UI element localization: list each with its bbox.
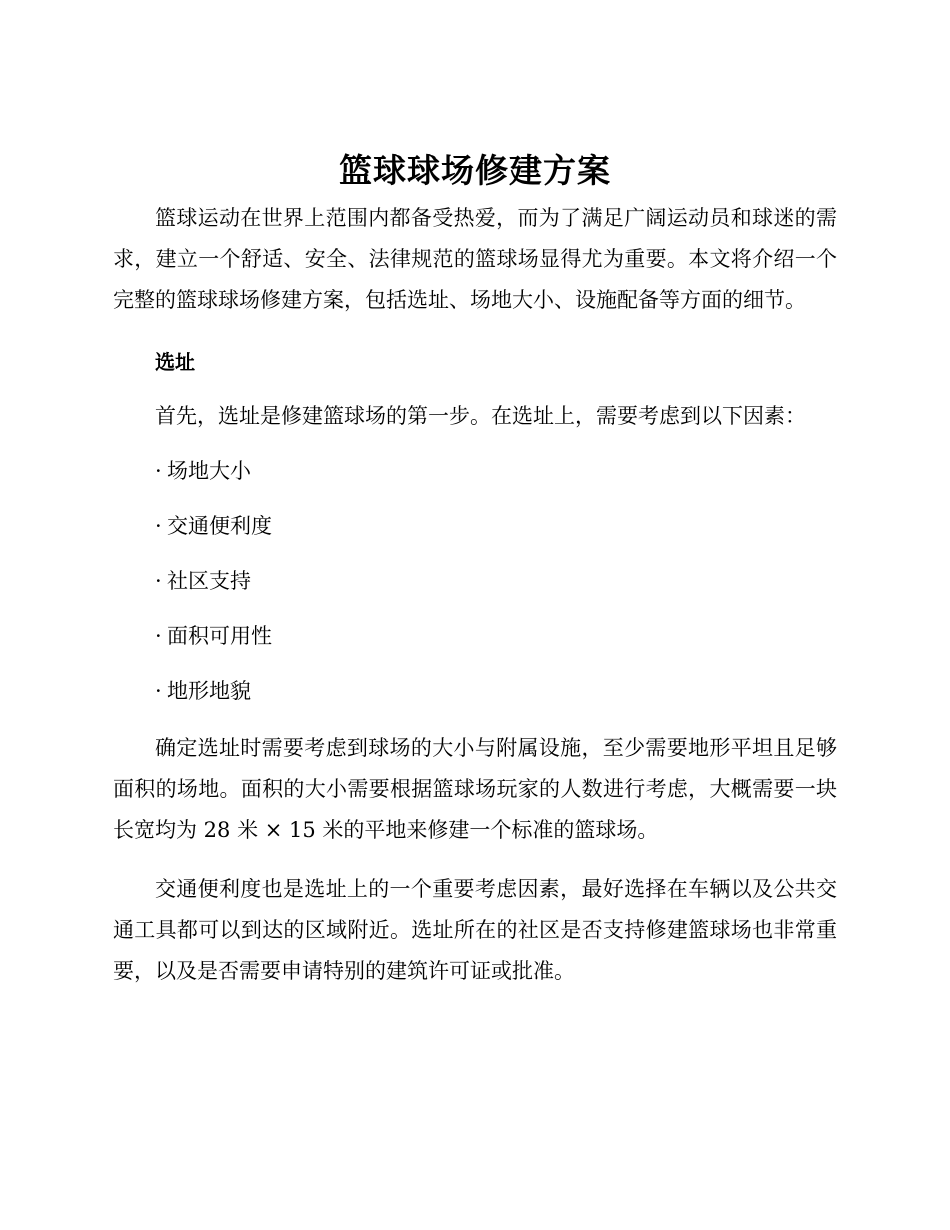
list-item — [155, 456, 837, 486]
bullet-dot-icon: · — [155, 679, 162, 703]
list-item-label: 地形地貌 — [167, 679, 251, 703]
section-heading-site-selection: 选址 — [155, 350, 195, 374]
list-item-label: 社区支持 — [167, 569, 251, 593]
section-intro: 首先，选址是修建篮球场的第一步。在选址上，需要考虑到以下因素： — [155, 404, 806, 428]
factor-list — [113, 456, 837, 706]
list-item — [155, 566, 837, 596]
intro-paragraph: 篮球运动在世界上范围内都备受热爱，而为了满足广阔运动员和球迷的需求，建立一个舒适、安全、法律规范的篮球场显得尤为重要。本文将介绍一个完整的篮球球场修建方案，包括选址、场地大小、设施配备等方面的细节。 — [113, 206, 837, 312]
bullet-dot-icon: · — [155, 624, 162, 648]
bullet-dot-icon: · — [155, 569, 162, 593]
list-item-label: 面积可用性 — [167, 624, 272, 648]
paragraph-site-size: 确定选址时需要考虑到球场的大小与附属设施，至少需要地形平坦且足够面积的场地。面积的大小需要根据篮球场玩家的人数进行考虑，大概需要一块长宽均为 28 米 × 15 米的平地来修建一个标准的篮球场。 — [113, 736, 837, 842]
list-item — [155, 621, 837, 651]
list-item-label: 场地大小 — [167, 459, 251, 483]
list-item-label: 交通便利度 — [167, 514, 272, 538]
paragraph-traffic: 交通便利度也是选址上的一个重要考虑因素，最好选择在车辆以及公共交通工具都可以到达的区域附近。选址所在的社区是否支持修建篮球场也非常重要，以及是否需要申请特别的建筑许可证或批准。 — [113, 877, 837, 983]
bullet-dot-icon: · — [155, 459, 162, 483]
bullet-dot-icon: · — [155, 514, 162, 538]
list-item — [155, 676, 837, 706]
document-title: 篮球球场修建方案 — [339, 151, 611, 190]
list-item — [155, 511, 837, 541]
